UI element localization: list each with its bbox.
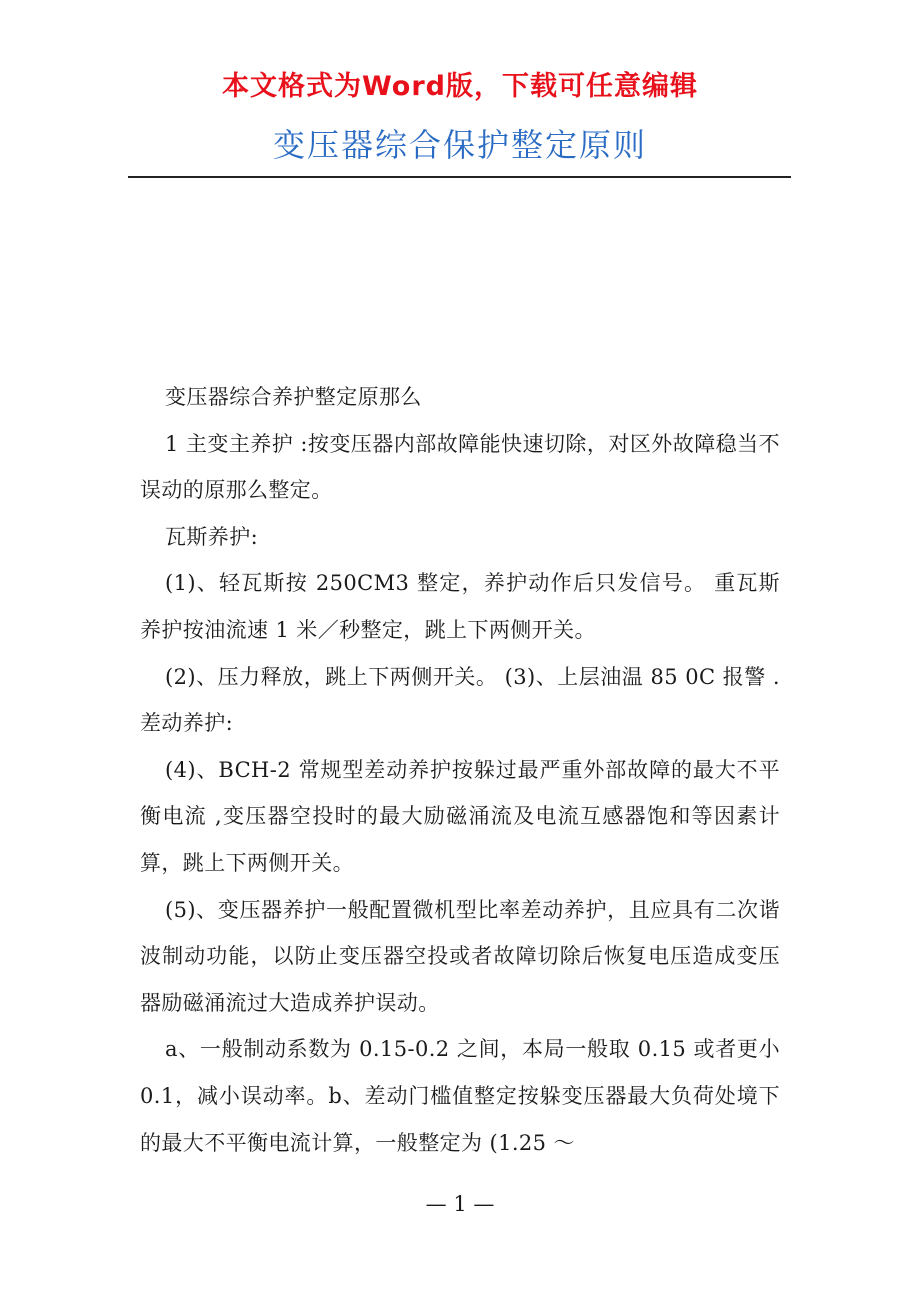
paragraph-item-5: (5)、变压器养护一般配置微机型比率差动养护，且应具有二次谐波制动功能，以防止变压器空投或者故障切除后恢复电压造成变压器励磁涌流过大造成养护误动。	[140, 897, 780, 1015]
paragraph-item-1: (1)、轻瓦斯按 250CM3 整定，养护动作后只发信号。 重瓦斯养护按油流速 1 米／秒整定，跳上下两侧开关。	[140, 571, 780, 642]
paragraph-heading: 变压器综合养护整定原那么	[165, 385, 422, 409]
page-number: — 1 —	[425, 1192, 495, 1216]
paragraph-item-a-b: a、一般制动系数为 0.15-0.2 之间，本局一般取 0.15 或者更小 0.1，减小误动率。b、差动门槛值整定按躲变压器最大负荷处境下的最大不平衡电流计算，一般整定为 (1.25 ～	[140, 1037, 780, 1155]
format-notice: 本文格式为Word版，下载可任意编辑	[221, 71, 698, 102]
title-divider	[128, 176, 791, 178]
paragraph-item-2-3: (2)、压力释放，跳上下两侧开关。 (3)、上层油温 85 0C 报警 . 差动养护:	[140, 664, 780, 736]
paragraph-item-4: (4)、BCH-2 常规型差动养护按躲过最严重外部故障的最大不平衡电流 ,变压器空投时的最大励磁涌流及电流互感器饱和等因素计算，跳上下两侧开关。	[140, 757, 780, 875]
document-title: 变压器综合保护整定原则	[272, 126, 647, 164]
paragraph-gas-protection-heading: 瓦斯养护:	[165, 524, 259, 549]
document-body	[140, 374, 780, 1166]
paragraph-main-protection: 1 主变主养护 :按变压器内部故障能快速切除，对区外故障稳当不误动的原那么整定。	[140, 431, 780, 503]
